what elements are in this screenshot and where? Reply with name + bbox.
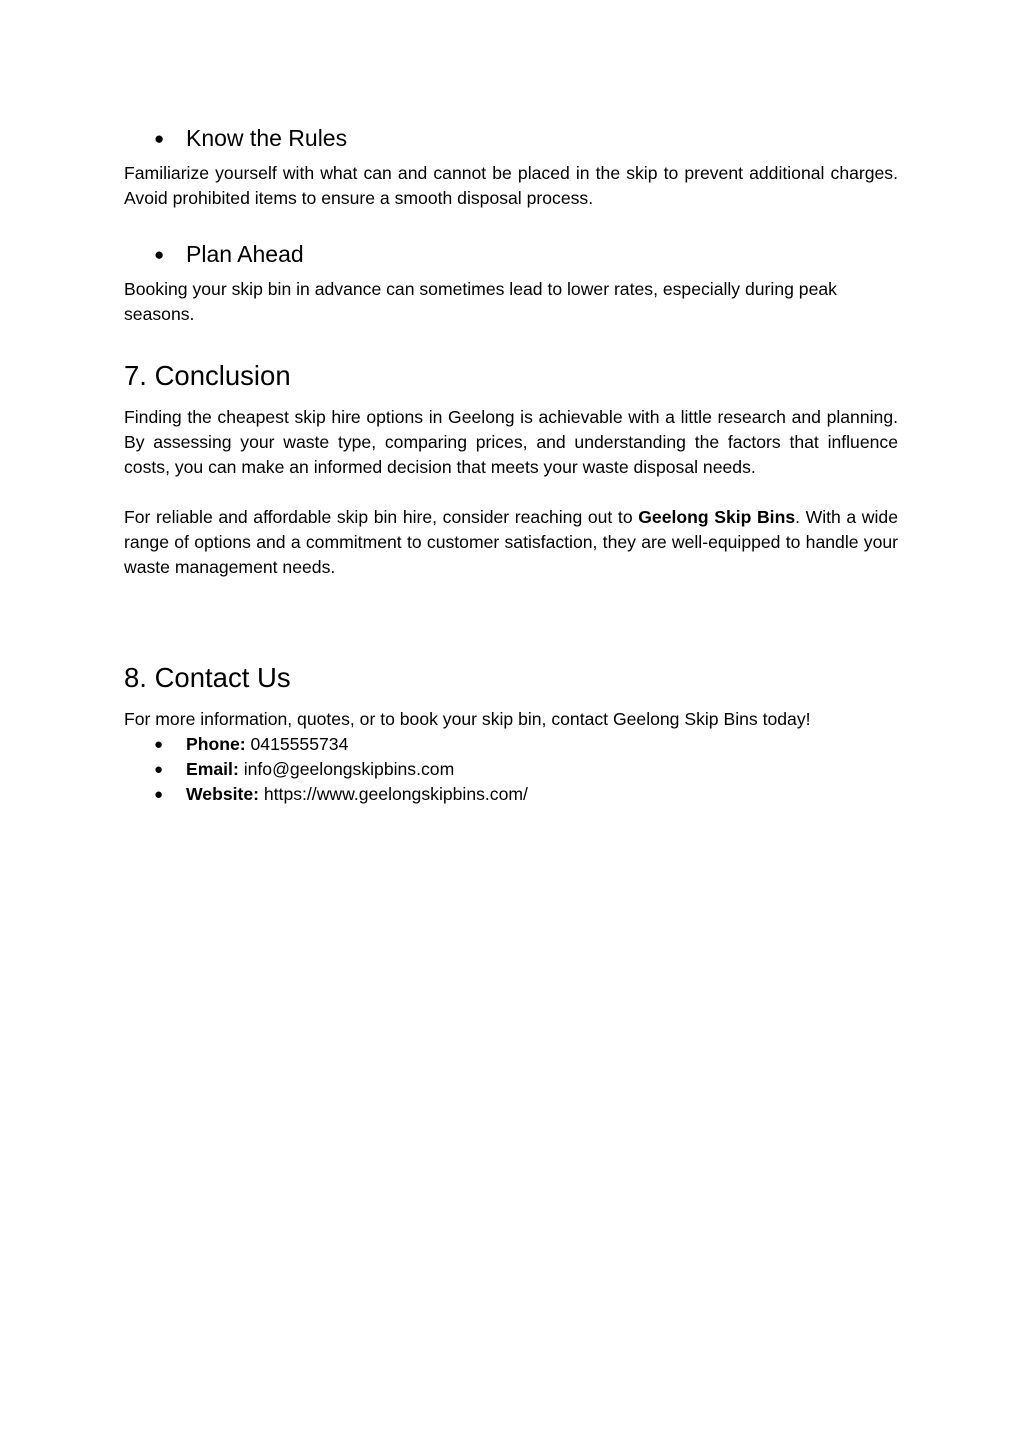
tip-body-know-the-rules: Familiarize yourself with what can and cannot be placed in the skip to prevent additional charges. Avoid prohibited items to ensure a smooth disposal process. — [124, 163, 898, 208]
bullet-icon: ● — [154, 761, 164, 778]
contact-item-email: ● Email: info@geelongskipbins.com — [154, 757, 528, 782]
bullet-icon: ● — [154, 129, 165, 148]
contact-list — [154, 732, 528, 807]
tip-heading-know-the-rules — [154, 124, 347, 153]
tip-title: Know the Rules — [186, 125, 348, 151]
contact-heading: 8. Contact Us — [124, 662, 291, 693]
contact-item-phone: ● Phone: 0415555734 — [154, 732, 528, 757]
bullet-icon: ● — [154, 786, 164, 803]
contact-item-website: ● Website: https://www.geelongskipbins.com/ — [154, 782, 528, 807]
bullet-icon: ● — [154, 736, 164, 753]
contact-intro: For more information, quotes, or to book your skip bin, contact Geelong Skip Bins today! — [124, 709, 811, 729]
tip-body-plan-ahead: Booking your skip bin in advance can sometimes lead to lower rates, especially during peak seasons. — [124, 279, 837, 324]
conclusion-paragraph-1: Finding the cheapest skip hire options in Geelong is achievable with a little research and planning. By assessing your waste type, comparing prices, and understanding the factors that influence costs, you can make an informed decision that meets your waste disposal needs. — [124, 407, 898, 477]
tip-heading-plan-ahead — [154, 240, 304, 269]
company-name: Geelong Skip Bins — [638, 507, 796, 527]
tip-title: Plan Ahead — [186, 241, 304, 267]
bullet-icon: ● — [154, 245, 165, 264]
conclusion-heading: 7. Conclusion — [124, 360, 291, 391]
conclusion-paragraph-2: For reliable and affordable skip bin hire, consider reaching out to Geelong Skip Bins. With a wide range of options and a commitment to customer satisfaction, they are well-equipped to handle your waste management needs. — [124, 507, 898, 577]
